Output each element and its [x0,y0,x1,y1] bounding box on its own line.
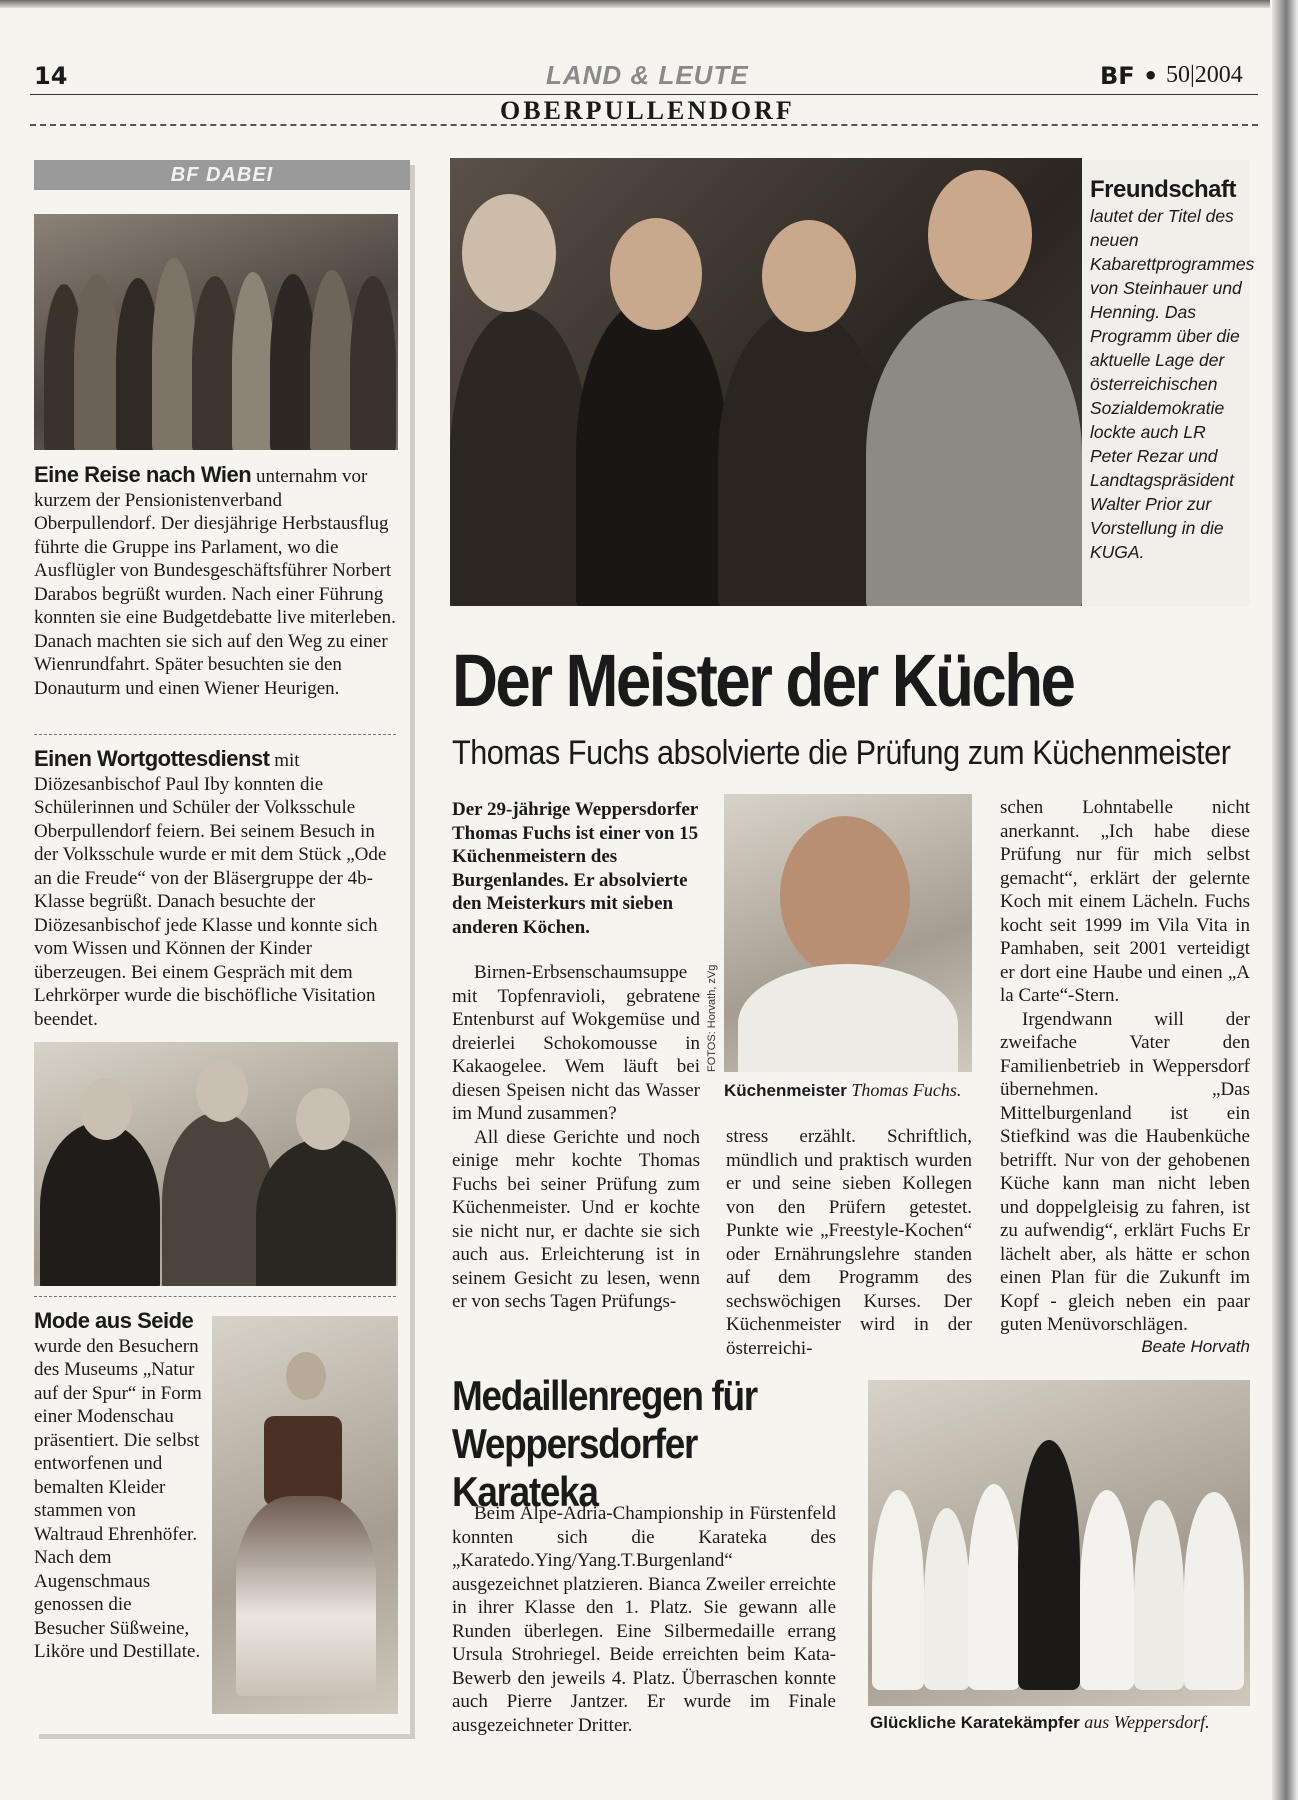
photo-chef-portrait [724,794,972,1072]
photo-karate-team [868,1380,1250,1706]
article-column-3 [1000,796,1250,1357]
sidebar-label: BF DABEI [34,160,410,190]
article-subheadline: Thomas Fuchs absolvierte die Prüfung zum Küchenmeister [452,734,1231,772]
sidebar-divider [34,734,396,735]
caption-text: lautet der Titel des neuen Kabarettprogrammes von Steinhauer und Henning. Das Programm über die aktuelle Lage der österreichischen Sozialdemokratie lockte auch LR Peter Rezar und Landtagspräsident Walter Prior zur Vorstellung in die KUGA. [1090,206,1255,562]
caption-title: Freundschaft [1090,176,1237,203]
article-author: Beate Horvath [1141,1336,1250,1356]
photo-pensioners-group [34,214,398,450]
sidebar-divider [34,1296,396,1297]
article-intro: Der 29-jährige Weppersdorfer Thomas Fuchs ist einer von 15 Küchenmeistern des Burgenlandes. Er absolvierte den Meisterkurs mit sieben anderen Köchen. [452,799,699,938]
page-number: 14 [34,62,68,90]
article-column-1 [452,798,700,1314]
sidebar-item-1-lead: Eine Reise nach Wien [34,462,252,487]
sidebar-item-2 [34,746,396,1031]
sidebar-item-3 [34,1308,204,1664]
town-heading: OBERPULLENDORF [500,96,795,125]
header-rule [30,94,1258,95]
sidebar-item-3-lead: Mode aus Seide [34,1308,194,1333]
photo-bishop-visit [34,1042,398,1286]
section-title: LAND & LEUTE [546,60,749,90]
header-dashed-rule [30,124,1258,126]
article-column-2: stress erzählt. Schriftlich, mündlich und praktisch wurden er und seine sieben Kollegen von den Prüfern getestet. Punkte wie „Freestyle-Kochen“ oder Ernährungslehre standen auf dem Programm des sechswöchigen Kurses. Der Küchenmeister wird in der österreichi- [726,1126,972,1359]
scan-binding-edge [1272,0,1298,1800]
sidebar-item-3-text: wurde den Besuchern des Museums „Natur auf der Spur“ in Form einer Modenschau präsentiert. Die selbst entworfenen und bemalten Kleider stammen von Waltraud Ehrenhöfer. Nach dem Augenschmaus genossen die Besucher Süßweine, Liköre und Destillate. [34,1335,202,1662]
sidebar-item-1-text: unternahm vor kurzem der Pensionistenverband Oberpullendorf. Der diesjährige Herbstausflug führte die Gruppe ins Parlament, wo die Ausflügler von Bundesgeschäftsführer Norbert Darabos begrüßt wurden. Nach einer Führung konnten sie eine Budgetdebatte live miterleben. Danach machten sie sich auf den Weg zu einer Wienrundfahrt. Später besuchten sie den Donauturm und einen Wiener Heurigen. [34,466,396,699]
scan-top-shadow [0,0,1270,8]
karate-photo-caption: Glückliche Karatekämpfer aus Weppersdorf. [870,1712,1210,1732]
issue-number: 50|2004 [1166,62,1243,88]
sidebar-item-1 [34,462,396,700]
photo-freundschaft [450,158,1082,606]
article-paragraph: Birnen-Erbsenschaumsuppe mit Topfenravioli, gebratene Entenburst auf Wokgemüse und dreierlei Schokomousse in Kakaogelee. Wem läuft bei diesen Speisen nicht das Wasser im Mund zusammen? [452,962,700,1124]
article-headline: Der Meister der Küche [452,639,1074,722]
article-paragraph: Irgendwann will der zweifache Vater den Familienbetrieb in Weppersdorf übernehmen. „Das Mittelburgenland ist ein Stiefkind was die Haubenküche betrifft. Nur von der gehobenen Küche kann man nicht leben und doppelgleisig zu fahren, ist zu aufwendig“, erklärt Fuchs Er lächelt aber, als hätte er schon einen Plan für die Zukunft im Kopf - gleich neben ein paar guten Menüvorschlägen. [1000,1008,1250,1335]
karate-headline: Medaillenregen für Weppersdorfer Karateka [452,1372,757,1515]
sidebar-item-2-lead: Einen Wortgottesdienst [34,746,270,771]
article-paragraph: schen Lohntabelle nicht anerkannt. „Ich habe diese Prüfung nur für mich selbst gemacht“, erklärt der gelernte Koch mit einem Lächeln. Fuchs kocht seit 1999 im Vila Vita in Pamhaben, seit 2001 verteidigt er dort eine Haube und einen „A la Carte“-Stern. [1000,797,1250,1006]
publication-name: BF • [1100,62,1159,90]
photo-credit: FOTOS: Horvath, zVg [706,964,718,1072]
karate-article-text: Beim Alpe-Adria-Championship in Fürstenfeld konnten sich die Karateka des „Karatedo.Ying/Yang.T.Burgenland“ ausgezeichnet platzieren. Bianca Zweiler erreichte in ihrer Klasse den 1. Platz. Sie gewann alle Runden überlegen. Eine Silbermedaille errang Ursula Strohriegel. Beide erreichten beim Kata-Bewerb den jeweils 4. Platz. Überraschen konnte auch Pierre Jantzer. Er wurde im Finale ausgezeichneter Dritter. [452,1503,836,1736]
chef-photo-caption: Küchenmeister Thomas Fuchs. [724,1080,962,1100]
article-paragraph: All diese Gerichte und noch einige mehr kochte Thomas Fuchs bei seiner Prüfung zum Küchenmeister. Und er kochte sie nicht nur, er dachte sie sich auch aus. Erleichterung ist in seinem Gesicht zu lesen, wenn er von sechs Tagen Prüfungs- [452,1126,700,1312]
sidebar-item-2-text: mit Diözesanbischof Paul Iby konnten die Schülerinnen und Schüler der Volksschule Oberpullendorf feiern. Bei seinem Besuch in der Volksschule wurde er mit dem Stück „Ode an die Freude“ von der Bläsergruppe der 4b-Klasse begrüßt. Danach besuchte der Diözesanbischof jede Klasse und konnte sich vom Wissen und Können der Kinder überzeugen. Bei einem Gespräch mit dem Lehrkörper wurde die bischöfliche Visitation beendet. [34,750,387,1030]
photo-fashion-show [212,1316,398,1714]
